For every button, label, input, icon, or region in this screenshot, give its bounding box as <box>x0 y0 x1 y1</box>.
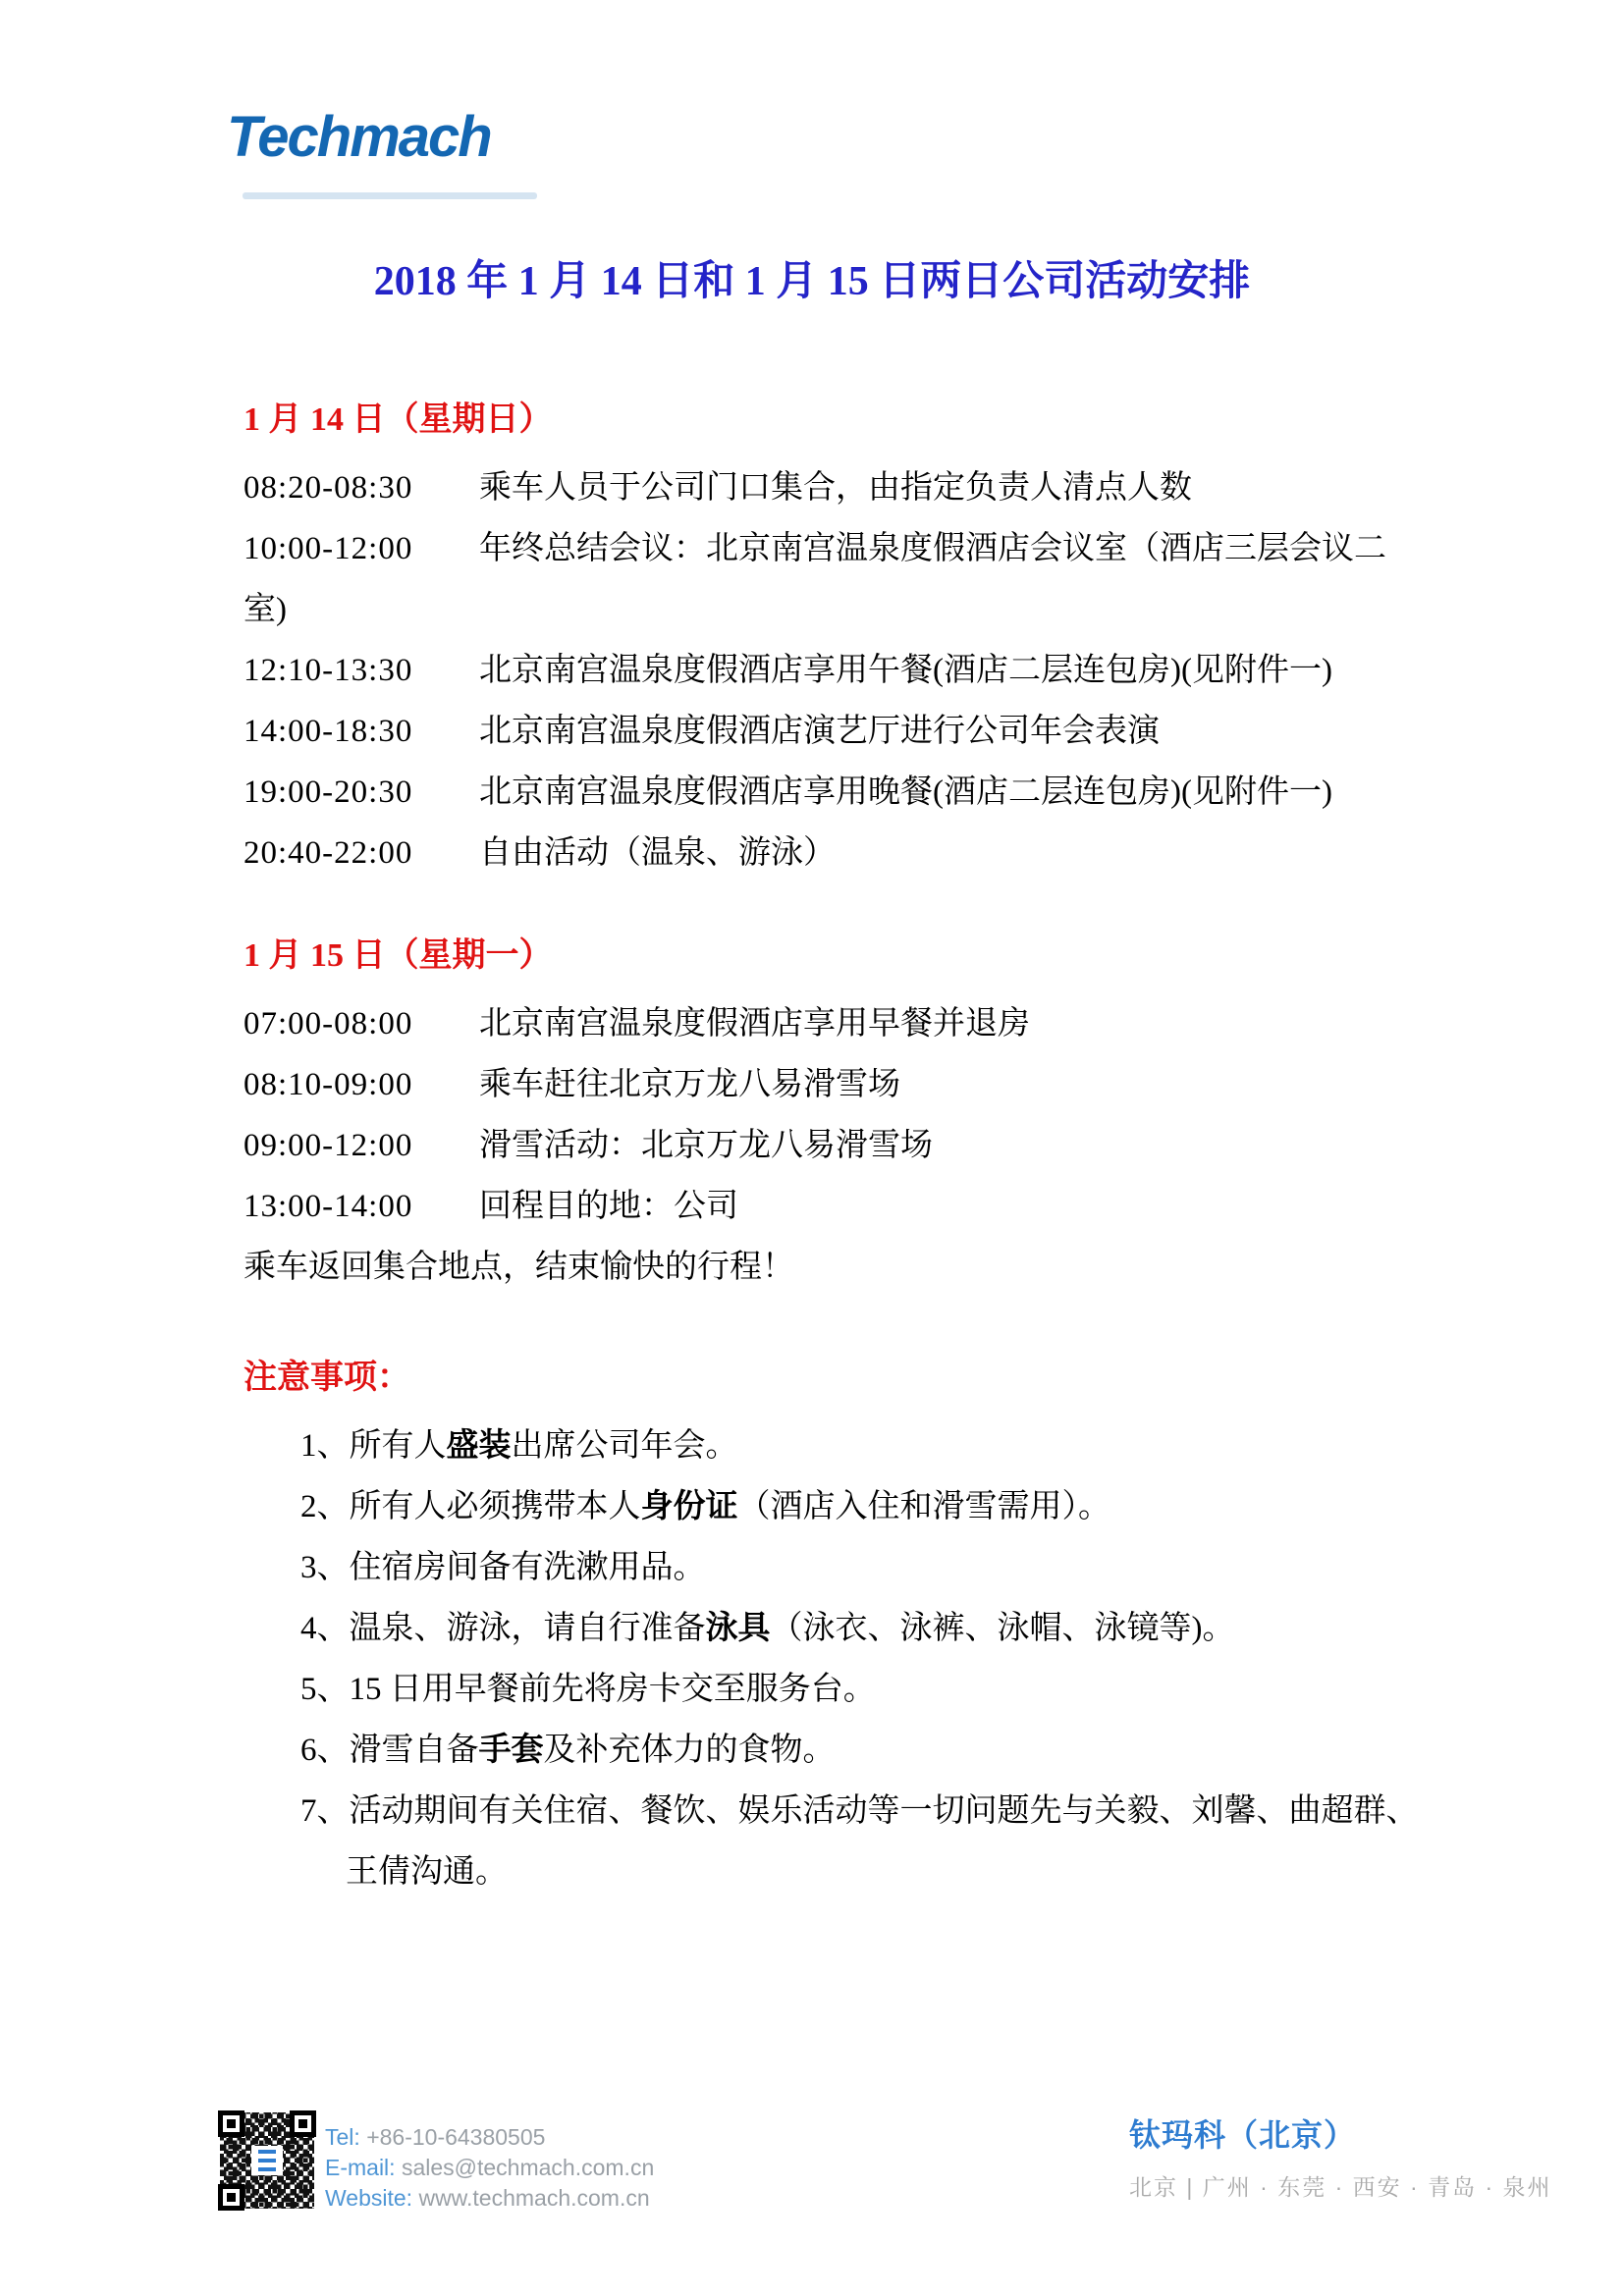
schedule-continuation: 乘车返回集合地点，结束愉快的行程！ <box>244 1250 794 1285</box>
activity-text: 北京南宫温泉度假酒店演艺厅进行公司年会表演 <box>479 714 1160 749</box>
time-range: 12:10-13:30 <box>244 653 413 688</box>
activity-text: 自由活动（温泉、游泳） <box>479 835 836 871</box>
footer-contact-block <box>325 2122 654 2214</box>
note-item <box>300 1417 1487 1478</box>
note-number: 7、 <box>300 1793 350 1829</box>
note-number: 2、 <box>300 1489 350 1524</box>
note-item <box>300 1600 1487 1661</box>
footer-company-block <box>1129 2116 1552 2202</box>
time-range: 08:20-08:30 <box>244 470 413 506</box>
time-range: 09:00-12:00 <box>244 1128 413 1163</box>
qr-code-icon <box>218 2110 316 2211</box>
note-text: 所有人必须携带本人身份证（酒店入住和滑雪需用）。 <box>349 1489 1110 1524</box>
schedule-row <box>244 703 1487 764</box>
schedule-continuation: 室) <box>244 592 287 627</box>
note-number: 1、 <box>300 1428 350 1464</box>
note-text: 滑雪自备手套及补充体力的食物。 <box>349 1733 836 1768</box>
qr-finder-icon <box>218 2184 244 2211</box>
contact-value: +86-10-64380505 <box>366 2124 546 2150</box>
schedule-row <box>244 764 1487 825</box>
note-continuation: 王倩沟通。 <box>346 1854 508 1890</box>
activity-text: 北京南宫温泉度假酒店享用午餐(酒店二层连包房)(见附件一) <box>479 653 1332 688</box>
day2-schedule <box>244 995 1487 1300</box>
contact-label: Tel: <box>325 2124 367 2150</box>
day1-schedule <box>244 459 1487 885</box>
time-range: 20:40-22:00 <box>244 835 413 871</box>
note-text: 温泉、游泳，请自行准备泳具（泳衣、泳裤、泳帽、泳镜等)。 <box>349 1611 1235 1646</box>
note-text: 活动期间有关住宿、餐饮、娱乐活动等一切问题先与关毅、刘馨、曲超群、 <box>349 1793 1419 1829</box>
day1-heading: 1 月 14 日（星期日） <box>244 401 553 438</box>
time-range: 08:10-09:00 <box>244 1067 413 1102</box>
contact-line <box>325 2153 654 2183</box>
activity-text: 乘车人员于公司门口集合，由指定负责人清点人数 <box>479 470 1192 506</box>
note-text: 15 日用早餐前先将房卡交至服务台。 <box>349 1672 876 1707</box>
time-range: 07:00-08:00 <box>244 1006 413 1041</box>
schedule-row <box>244 1178 1487 1239</box>
note-number: 4、 <box>300 1611 350 1646</box>
company-logo: Techmach <box>227 105 491 169</box>
notes-list <box>244 1417 1487 1904</box>
note-item <box>300 1478 1487 1539</box>
time-range: 10:00-12:00 <box>244 531 413 566</box>
schedule-row <box>244 520 1487 581</box>
page-title: 2018 年 1 月 14 日和 1 月 15 日两日公司活动安排 <box>373 259 1251 304</box>
note-number: 5、 <box>300 1672 350 1707</box>
schedule-row <box>244 459 1487 520</box>
note-text: 所有人盛装出席公司年会。 <box>349 1428 738 1464</box>
section-day1 <box>244 399 1487 885</box>
schedule-row <box>244 825 1487 885</box>
notes-heading: 注意事项： <box>244 1360 410 1396</box>
schedule-row <box>244 1056 1487 1117</box>
qr-finder-icon <box>218 2110 244 2137</box>
note-number: 6、 <box>300 1733 350 1768</box>
section-day2 <box>244 934 1487 1300</box>
activity-text: 北京南宫温泉度假酒店享用早餐并退房 <box>479 1006 1030 1041</box>
note-item <box>300 1783 1487 1843</box>
activity-text: 滑雪活动：北京万龙八易滑雪场 <box>479 1128 933 1163</box>
note-item <box>300 1661 1487 1722</box>
note-text: 住宿房间备有洗漱用品。 <box>349 1550 706 1585</box>
contact-label: Website: <box>325 2185 419 2211</box>
contact-value: www.techmach.com.cn <box>418 2185 650 2211</box>
contact-value: sales@techmach.com.cn <box>401 2155 655 2180</box>
time-range: 13:00-14:00 <box>244 1189 413 1224</box>
section-notes <box>244 1357 1487 1904</box>
contact-lines <box>325 2122 654 2214</box>
activity-text: 乘车赶往北京万龙八易滑雪场 <box>479 1067 900 1102</box>
schedule-row <box>244 995 1487 1056</box>
qr-center-logo-icon <box>251 2146 283 2175</box>
activity-text: 北京南宫温泉度假酒店享用晚餐(酒店二层连包房)(见附件一) <box>479 774 1332 810</box>
contact-label: E-mail: <box>325 2155 402 2180</box>
note-number: 3、 <box>300 1550 350 1585</box>
activity-text: 回程目的地：公司 <box>479 1189 738 1224</box>
activity-text: 年终总结会议：北京南宫温泉度假酒店会议室（酒店三层会议二 <box>479 531 1386 566</box>
schedule-row <box>244 1117 1487 1178</box>
company-name: 钛玛科（北京） <box>1129 2117 1357 2153</box>
qr-finder-icon <box>290 2110 316 2137</box>
contact-line <box>325 2122 654 2153</box>
company-cities: 北京 | 广州 · 东莞 · 西安 · 青岛 · 泉州 <box>1129 2174 1552 2200</box>
note-item <box>300 1722 1487 1783</box>
note-item <box>300 1539 1487 1600</box>
time-range: 14:00-18:30 <box>244 714 413 749</box>
logo-reflection <box>243 192 537 199</box>
time-range: 19:00-20:30 <box>244 774 413 810</box>
contact-line <box>325 2183 654 2214</box>
schedule-row <box>244 642 1487 703</box>
day2-heading: 1 月 15 日（星期一） <box>244 937 553 974</box>
